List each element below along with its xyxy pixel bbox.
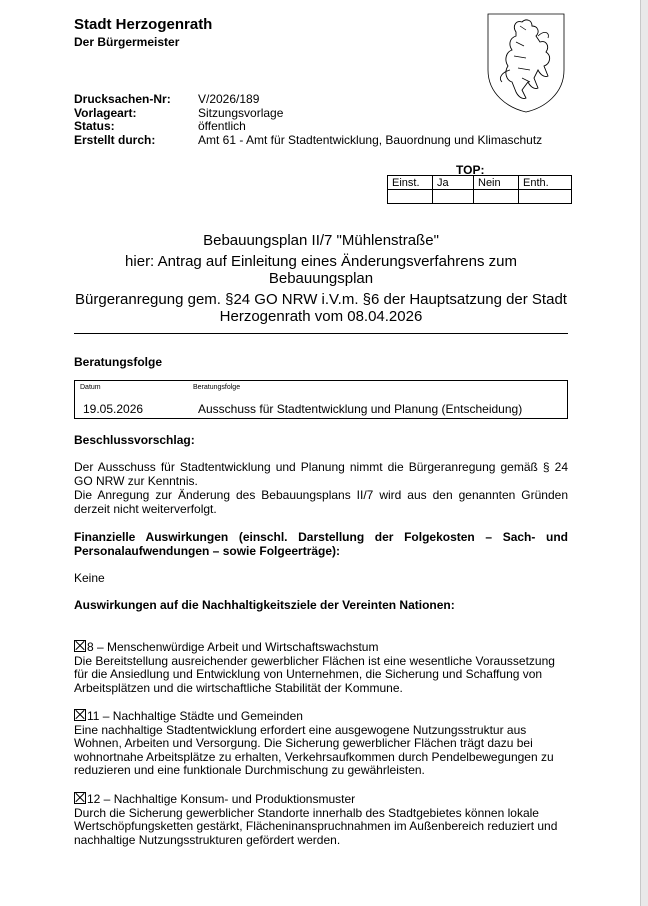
meta-row: Drucksachen-Nr: V/2026/189 <box>74 92 260 106</box>
vote-cell <box>519 190 572 204</box>
vote-cell <box>433 190 474 204</box>
sdg-text: Eine nachhaltige Stadtentwicklung erfordert eine ausgewogene Nutzungsstruktur aus Wohnen, Arbeiten und Versorgung. Die Sicherung gewerblicher Flächen trägt dazu bei wohnortnahe Arbeitsplätze zu erhalten, Verkehrsaufkommen durch Pendelbewegungen zu reduzieren und eine funktionale Durchmischung zu gewährleisten. <box>74 722 554 777</box>
checked-box-icon <box>74 640 86 652</box>
beratungsfolge-heading: Beratungsfolge <box>74 355 163 369</box>
top-label: TOP:___ <box>456 163 505 177</box>
subtitle-2: Bürgeranregung gem. §24 GO NRW i.V.m. §6 der Hauptsatzung der Stadt Herzogenrath vom 08.04.2026 <box>75 291 567 325</box>
sdg-text: Durch die Sicherung gewerblicher Standorte innerhalb des Stadtgebietes können lokale Wertschöpfungsketten gestärkt, Flächeninanspruchnahmen im Außenbereich reduziert und nachhaltige Nutzungsstrukturen gefördert werden. <box>74 805 558 847</box>
beschluss-text-1: Der Ausschuss für Stadtentwicklung und Planung nimmt die Bürgeranregung gemäß § 24 GO NRW zur Kenntnis. <box>74 460 568 488</box>
vote-col-nein: Nein <box>474 176 519 190</box>
sdg-title: 12 – Nachhaltige Konsum- und Produktionsmuster <box>87 792 356 806</box>
meta-row: Erstellt durch: Amt 61 - Amt für Stadtentwicklung, Bauordnung und Klimaschutz <box>74 132 543 147</box>
vote-col-enth: Enth. <box>519 176 572 190</box>
vote-col-einst: Einst. <box>388 176 433 190</box>
beschluss-heading: Beschlussvorschlag: <box>74 433 195 447</box>
beschluss-text-2: Die Anregung zur Änderung des Bebauungsplans II/7 wird aus den genannten Gründen derzeit nicht weiterverfolgt. <box>74 488 568 516</box>
subtitle: hier: Antrag auf Einleitung eines Änderungsverfahrens zum Bebauungsplan <box>125 253 517 287</box>
vote-table <box>387 175 572 204</box>
sdg-title: 8 – Menschenwürdige Arbeit und Wirtschaftswachstum <box>87 640 379 654</box>
office-name: Der Bürgermeister <box>74 35 180 49</box>
sdg-heading: Auswirkungen auf die Nachhaltigkeitsziele der Vereinten Nationen: <box>74 598 455 612</box>
finanz-heading: Finanzielle Auswirkungen (einschl. Darstellung der Folgekosten – Sach- und Personalaufwendungen – sowie Folgeerträge): <box>74 530 568 558</box>
vote-col-ja: Ja <box>433 176 474 190</box>
meeting-date: 19.05.2026 <box>83 402 144 416</box>
sdg-title: 11 – Nachhaltige Städte und Gemeinden <box>87 709 303 723</box>
beratungsfolge-table <box>74 380 568 419</box>
checked-box-icon <box>74 709 86 721</box>
meeting-body: Ausschuss für Stadtentwicklung und Planung (Entscheidung) <box>198 402 523 416</box>
title-block <box>74 232 568 329</box>
meta-block <box>74 93 542 147</box>
checked-box-icon <box>74 792 86 804</box>
meta-row: Vorlageart: Sitzungsvorlage <box>74 105 284 120</box>
meta-row: Status: öffentlich <box>74 119 246 133</box>
title-divider <box>74 333 568 334</box>
column-label-body: Beratungsfolge <box>193 384 241 391</box>
vote-cell <box>474 190 519 204</box>
main-title: Bebauungsplan II/7 "Mühlenstraße" <box>203 232 439 249</box>
vote-cell <box>388 190 433 204</box>
sdg-item <box>74 640 568 695</box>
sdg-item <box>74 792 568 847</box>
column-label-date: Datum <box>80 384 101 391</box>
sdg-item <box>74 709 568 778</box>
finanz-value: Keine <box>74 571 105 585</box>
sdg-text: Die Bereitstellung ausreichender gewerblicher Flächen ist eine wesentliche Voraussetzung für die Ansiedlung und Entwicklung von Unternehmen, die Sicherung und Schaffung von Arbeitsplätzen und die wirtschaftliche Stabilität der Kommune. <box>74 653 555 695</box>
organization-name: Stadt Herzogenrath <box>74 16 213 33</box>
